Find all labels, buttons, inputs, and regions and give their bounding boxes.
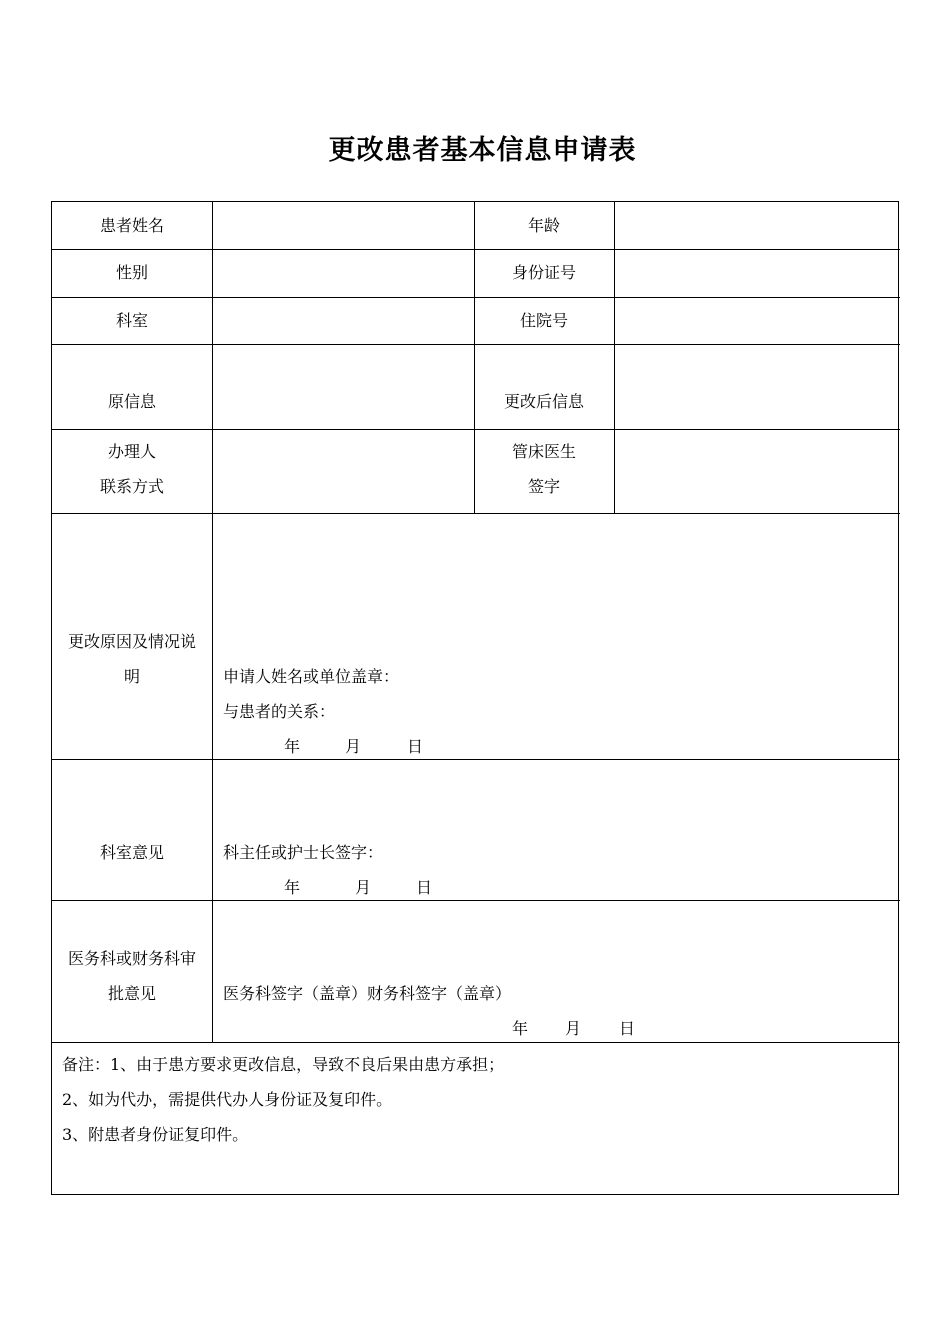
notes-line-2: 2、如为代办，需提供代办人身份证及复印件。 bbox=[62, 1090, 393, 1109]
relation-label: 与患者的关系： bbox=[223, 702, 336, 721]
approval-date-day: 日 bbox=[619, 1019, 636, 1038]
label-department: 科室 bbox=[115, 311, 148, 330]
label-handler: 办理人 bbox=[107, 442, 156, 461]
reason-date-month: 月 bbox=[345, 737, 362, 756]
original-info-field[interactable] bbox=[213, 345, 474, 429]
reason-field[interactable] bbox=[213, 514, 899, 664]
changed-info-field[interactable] bbox=[615, 345, 899, 429]
reason-date-year: 年 bbox=[284, 737, 301, 756]
label-reason: 更改原因及情况说 bbox=[67, 632, 196, 651]
dept-head-signature-label: 科主任或护士长签字： bbox=[223, 843, 384, 862]
label-dept-opinion: 科室意见 bbox=[99, 843, 164, 862]
department-field[interactable] bbox=[213, 298, 474, 344]
admission-no-field[interactable] bbox=[615, 298, 899, 344]
label-approval-cont: 批意见 bbox=[107, 984, 156, 1003]
bed-doctor-signature-field[interactable] bbox=[615, 430, 899, 513]
dept-opinion-field[interactable] bbox=[213, 760, 899, 836]
approval-signature-label: 医务科签字（盖章）财务科签字（盖章） bbox=[223, 984, 512, 1003]
age-field[interactable] bbox=[615, 202, 899, 249]
label-original-info: 原信息 bbox=[107, 392, 156, 411]
label-bed-doctor-signature: 签字 bbox=[527, 477, 560, 496]
label-id-number: 身份证号 bbox=[511, 263, 576, 282]
id-number-field[interactable] bbox=[615, 250, 899, 297]
label-approval: 医务科或财务科审 bbox=[67, 949, 196, 968]
applicant-name-label: 申请人姓名或单位盖章： bbox=[223, 667, 400, 686]
dept-date-month: 月 bbox=[355, 878, 372, 897]
approval-date-month: 月 bbox=[565, 1019, 582, 1038]
notes-line-3: 3、附患者身份证复印件。 bbox=[62, 1125, 249, 1144]
label-admission-no: 住院号 bbox=[519, 311, 568, 330]
dept-date-year: 年 bbox=[284, 878, 301, 897]
handler-contact-field[interactable] bbox=[213, 430, 474, 513]
approval-field[interactable] bbox=[213, 901, 899, 977]
column-divider bbox=[474, 202, 475, 513]
approval-date-year: 年 bbox=[512, 1019, 529, 1038]
label-changed-info: 更改后信息 bbox=[503, 392, 584, 411]
label-handler-contact: 联系方式 bbox=[99, 477, 164, 496]
patient-name-field[interactable] bbox=[213, 202, 474, 249]
gender-field[interactable] bbox=[213, 250, 474, 297]
dept-date-day: 日 bbox=[416, 878, 433, 897]
reason-date-day: 日 bbox=[407, 737, 424, 756]
label-reason-cont: 明 bbox=[123, 667, 140, 686]
form-title: 更改患者基本信息申请表 bbox=[328, 135, 637, 166]
row-divider bbox=[52, 1042, 900, 1043]
label-patient-name: 患者姓名 bbox=[99, 216, 164, 235]
label-gender: 性别 bbox=[115, 263, 148, 282]
label-age: 年龄 bbox=[527, 216, 560, 235]
application-form-table bbox=[51, 201, 899, 1195]
notes-line-1: 备注：1、由于患方要求更改信息，导致不良后果由患方承担； bbox=[62, 1055, 505, 1074]
label-bed-doctor: 管床医生 bbox=[511, 442, 576, 461]
